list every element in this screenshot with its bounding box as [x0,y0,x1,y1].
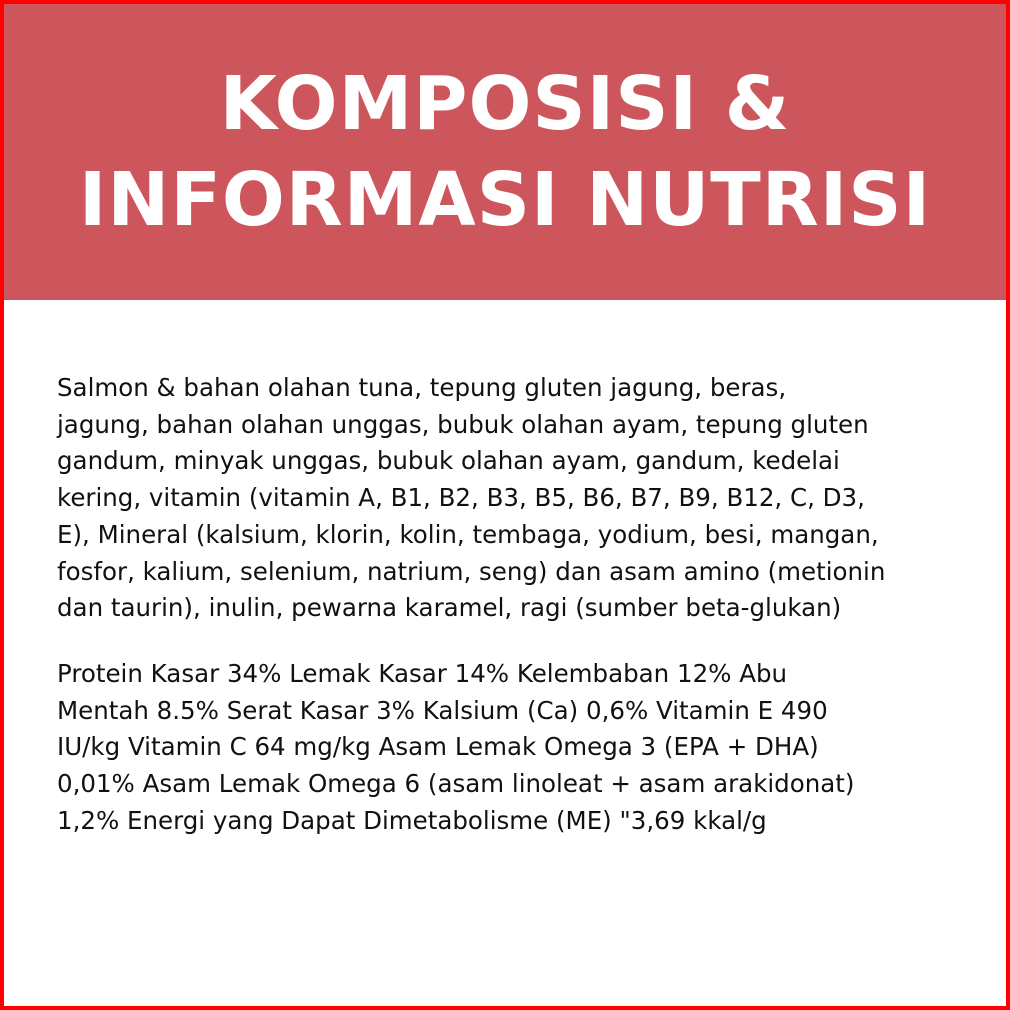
nutrition-line: Protein Kasar 34% Lemak Kasar 14% Kelembaban 12% Abu [57,659,788,688]
composition-line: jagung, bahan olahan unggas, bubuk olahan ayam, tepung gluten [57,409,869,439]
composition-line: fosfor, kalium, selenium, natrium, seng) dan asam amino (metionin [57,556,886,586]
nutrition-line: IU/kg Vitamin C 64 mg/kg Asam Lemak Omega 3 (EPA + DHA) [57,732,819,762]
title-line-2: INFORMASI NUTRISI [78,157,932,243]
composition-line: gandum, minyak unggas, bubuk olahan ayam, gandum, kedelai [57,446,840,476]
composition-line: Salmon & bahan olahan tuna, tepung gluten jagung, beras, [57,373,787,402]
nutrition-paragraph [57,656,966,840]
nutrition-line: 1,2% Energi yang Dapat Dimetabolisme (ME) "3,69 kkal/g [57,805,767,835]
composition-line: dan taurin), inulin, pewarna karamel, ragi (sumber beta-glukan) [57,593,842,623]
composition-paragraph [57,370,966,627]
composition-line: E), Mineral (kalsium, klorin, kolin, tembaga, yodium, besi, mangan, [57,519,879,549]
composition-line: kering, vitamin (vitamin A, B1, B2, B3, B5, B6, B7, B9, B12, C, D3, [57,483,865,513]
nutrition-line: 0,01% Asam Lemak Omega 6 (asam linoleat + asam arakidonat) [57,769,855,799]
title-banner [4,4,1006,300]
title-line-1: KOMPOSISI & [219,61,791,147]
nutrition-line: Mentah 8.5% Serat Kasar 3% Kalsium (Ca) 0,6% Vitamin E 490 [57,695,828,725]
